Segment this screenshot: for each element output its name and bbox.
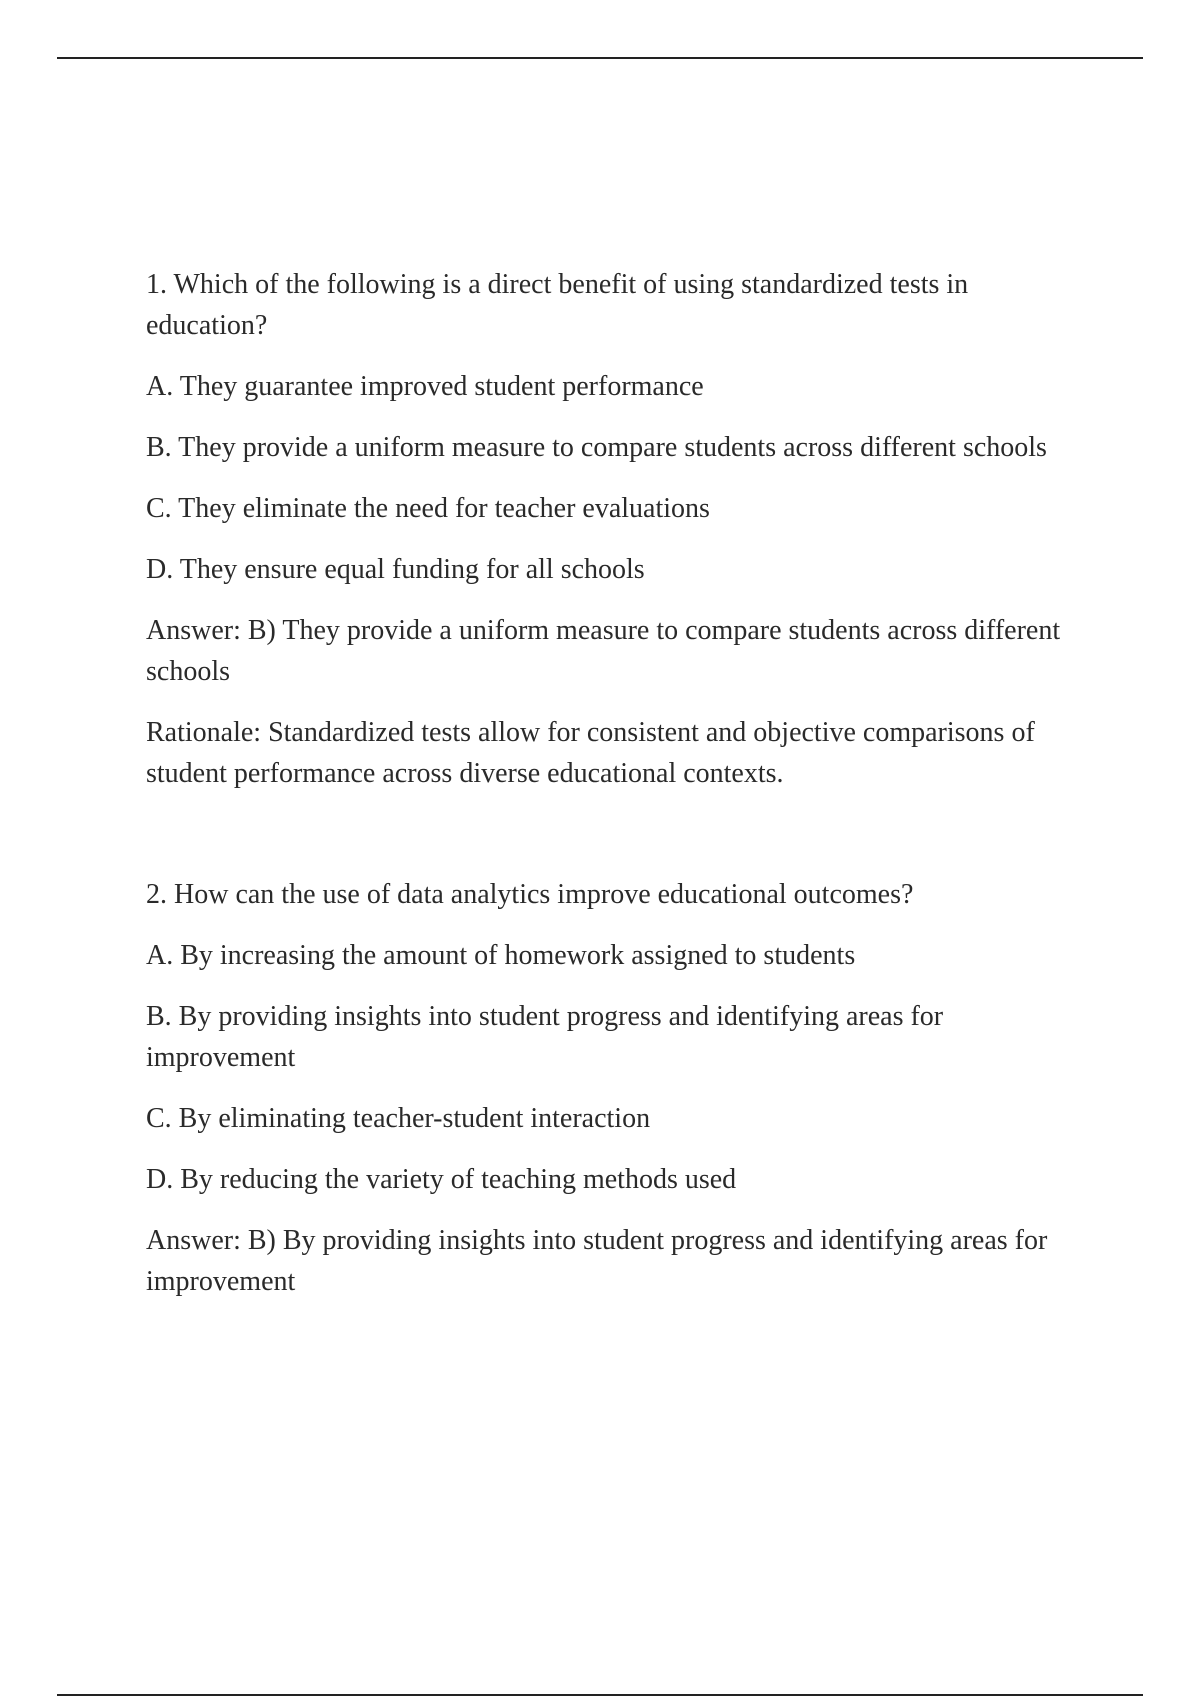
answer-text: Answer: B) By providing insights into student progress and identifying areas for improvement <box>146 1225 1048 1297</box>
option-d: D. By reducing the variety of teaching methods used <box>146 1164 737 1195</box>
footer-rule <box>57 1694 1143 1696</box>
question-block-1 <box>146 264 1096 794</box>
answer-text: Answer: B) They provide a uniform measure to compare students across different schools <box>146 615 1061 687</box>
option-b: B. By providing insights into student progress and identifying areas for improvement <box>146 1001 944 1073</box>
question-text: 2. How can the use of data analytics improve educational outcomes? <box>146 879 914 910</box>
option-d: D. They ensure equal funding for all schools <box>146 554 645 585</box>
rationale-text: Rationale: Standardized tests allow for consistent and objective comparisons of student performance across diverse educational contexts. <box>146 717 1035 789</box>
option-c: C. By eliminating teacher-student interaction <box>146 1103 651 1134</box>
option-a: A. By increasing the amount of homework assigned to students <box>146 940 856 971</box>
header-rule <box>57 57 1143 59</box>
question-block-2 <box>146 874 1096 1302</box>
option-c: C. They eliminate the need for teacher evaluations <box>146 493 710 524</box>
option-a: A. They guarantee improved student performance <box>146 371 704 402</box>
option-b: B. They provide a uniform measure to compare students across different schools <box>146 432 1047 463</box>
document-body <box>146 264 1096 1302</box>
question-text: 1. Which of the following is a direct benefit of using standardized tests in education? <box>146 269 969 341</box>
